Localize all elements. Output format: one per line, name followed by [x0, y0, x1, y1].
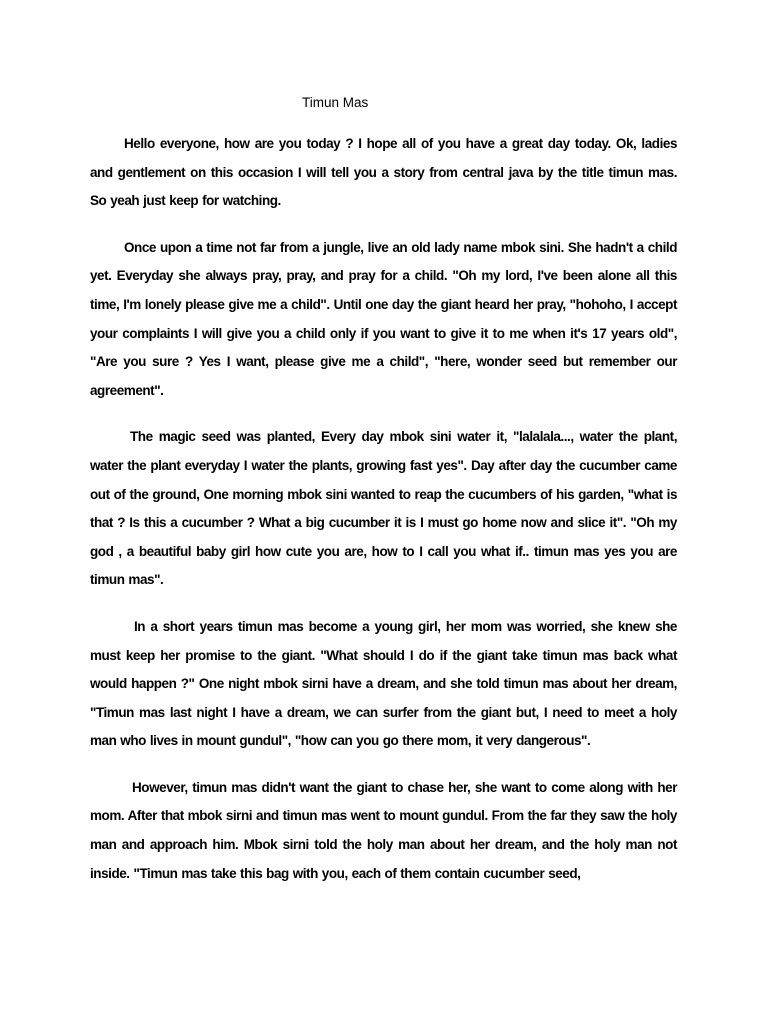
paragraph: However, timun mas didn't want the giant to chase her, she want to come along with her mom. After that mbok sirni and timun mas went to mount gundul. From the far they saw the holy man and approach him. Mbok sirni told the holy man about her dream, and the holy man not inside. "Timun mas take this bag with you, each of them contain cucumber seed, — [90, 779, 677, 881]
page-title: Timun Mas — [302, 95, 369, 110]
paragraph: In a short years timun mas become a young girl, her mom was worried, she knew she must keep her promise to the giant. "What should I do if the giant take timun mas back what would happen ?" One night mbok sirni have a dream, and she told timun mas about her dream, "Timun mas last night I have a dream, we can surfer from the giant but, I need to meet a holy man who lives in mount gundul", "how can you go there mom, it very dangerous". — [90, 618, 677, 749]
paragraph: Once upon a time not far from a jungle, live an old lady name mbok sini. She hadn't a child yet. Everyday she always pray, pray, and pray for a child. "Oh my lord, I've been alone all this time, I'm lonely please give me a child". Until one day the giant heard her pray, "hohoho, I accept your complaints I will give you a child only if you want to give it to me when it's 17 years old", "Are you sure ? Yes I want, please give me a child", "here, wonder seed but remember our agreement". — [90, 239, 677, 398]
paragraph: Hello everyone, how are you today ? I hope all of you have a great day today. Ok, ladies and gentlement on this occasion I will tell you a story from central java by the title timun mas. So yeah just keep for watching. — [90, 136, 677, 209]
document-body — [90, 130, 677, 906]
paragraph: The magic seed was planted, Every day mbok sini water it, "lalalala..., water the plant, water the plant everyday I water the plants, growing fast yes". Day after day the cucumber came out of the ground, One morning mbok sini wanted to reap the cucumbers of his garden, "what is that ? Is this a cucumber ? What a big cucumber it is I must go home now and slice it". "Oh my god , a beautiful baby girl how cute you are, how to I call you what if.. timun mas yes you are timun mas". — [90, 429, 677, 588]
